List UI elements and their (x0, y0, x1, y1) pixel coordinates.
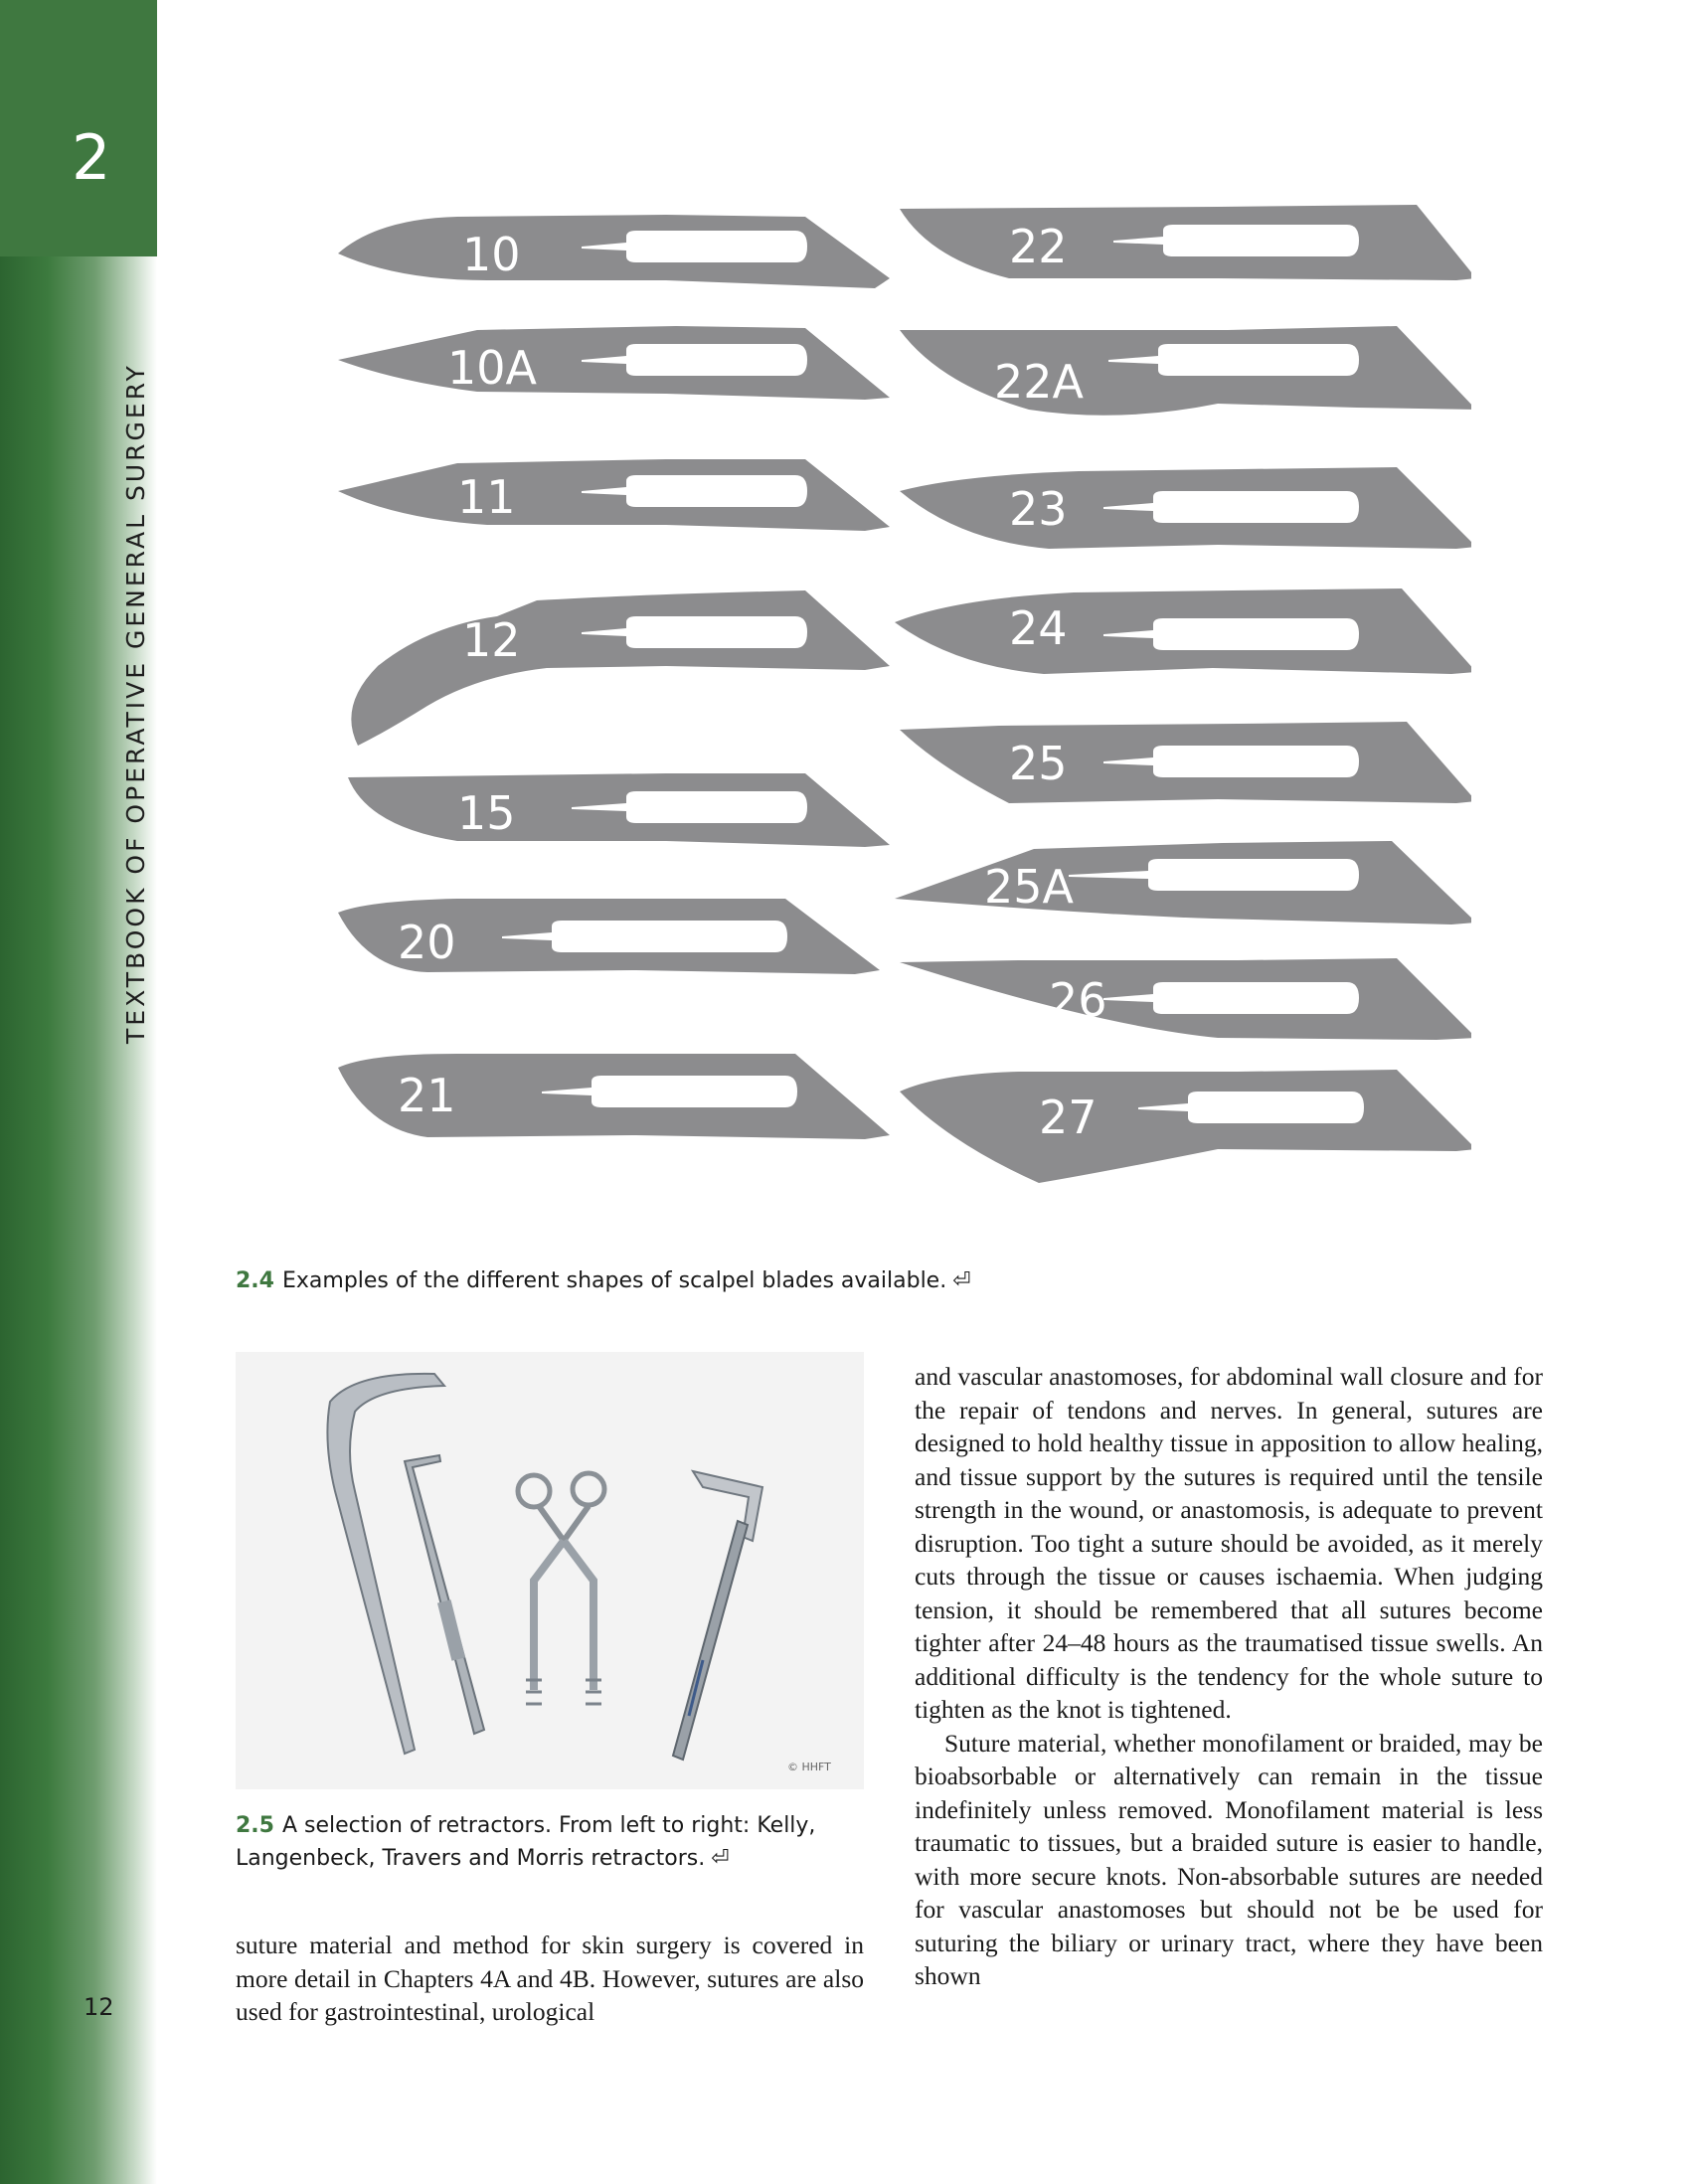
blade-22 (900, 205, 1471, 280)
blade-label: 12 (462, 613, 521, 667)
blade-10a (338, 326, 890, 400)
body-text-right-column (915, 1360, 1543, 1993)
blade-label: 20 (398, 916, 456, 969)
paragraph: Suture material, whether monofilament or braided, may be bioabsorbable or alternatively can remain in the tissue indefinitely unless removed. Monofilament material is less traumatic to tissues, but a braided suture is easier to handle, with more secure knots. Non-absorbable sutures are needed for vascular anastomoses but should not be be used for suturing the biliary or urinary tract, where they have been shown (915, 1728, 1543, 1990)
chapter-sidebar (0, 0, 157, 2184)
blade-label: 22A (994, 355, 1085, 409)
blade-label: 25 (1009, 737, 1068, 790)
return-icon: ⏎ (711, 1846, 730, 1871)
blade-27 (900, 1070, 1471, 1183)
blade-25a (895, 841, 1471, 924)
blade-26 (900, 958, 1471, 1040)
figure-2-4-caption (236, 1264, 1548, 1297)
blade-20 (338, 899, 880, 974)
running-title: TEXTBOOK OF OPERATIVE GENERAL SURGERY (121, 363, 150, 1044)
figure-2-5-caption (236, 1809, 872, 1875)
photo-credit: © HHFT (787, 1761, 831, 1773)
blade-label: 10A (447, 341, 538, 395)
caption-text: Examples of the different shapes of scalpel blades available. (281, 1268, 947, 1293)
blade-label: 25A (984, 860, 1075, 914)
blade-22a (900, 326, 1471, 416)
scalpel-blades-figure (318, 189, 1471, 1203)
blade-label: 23 (1009, 482, 1068, 536)
blade-12 (351, 590, 890, 746)
blade-24 (895, 588, 1471, 674)
blade-label: 22 (1009, 220, 1068, 273)
blade-25 (900, 722, 1471, 803)
caption-number: 2.5 (236, 1813, 274, 1838)
blade-23 (900, 467, 1471, 549)
return-icon: ⏎ (952, 1268, 971, 1293)
page-number: 12 (84, 1993, 114, 2021)
retractors-photo (236, 1352, 864, 1789)
blade-label: 10 (462, 228, 521, 281)
blade-label: 24 (1009, 601, 1068, 655)
body-text-left-column (236, 1929, 864, 2029)
blade-11 (338, 459, 890, 531)
blade-10 (338, 215, 890, 288)
blade-label: 26 (1049, 973, 1107, 1027)
paragraph: and vascular anastomoses, for abdominal wall closure and for the repair of tendons and nerves. In general, sutures are designed to hold healthy tissue in apposition to allow healing, and tissue support by the sutures is required until the tensile strength in the wound, or anastomosis, is adequate to prevent disruption. Too tight a suture should be avoided, as it merely cuts through the tissue or causes ischaemia. When judging tension, it should be remembered that all sutures become tighter after 24–48 hours as the traumatised tissue swells. An additional difficulty is the tendency for the whole suture to tighten as the knot is tightened. (915, 1362, 1543, 1724)
caption-number: 2.4 (236, 1268, 274, 1293)
blade-15 (348, 773, 890, 847)
blade-label: 27 (1039, 1091, 1098, 1144)
blade-label: 11 (457, 470, 516, 524)
paragraph: suture material and method for skin surgery is covered in more detail in Chapters 4A and 4B. However, sutures are also used for gastrointestinal, urological (236, 1931, 864, 2026)
blade-label: 15 (457, 786, 516, 840)
blade-21 (338, 1054, 890, 1139)
blade-label: 21 (398, 1069, 456, 1122)
chapter-number: 2 (72, 121, 111, 194)
caption-text: A selection of retractors. From left to right: Kelly, Langenbeck, Travers and Morris retractors. (236, 1813, 816, 1871)
